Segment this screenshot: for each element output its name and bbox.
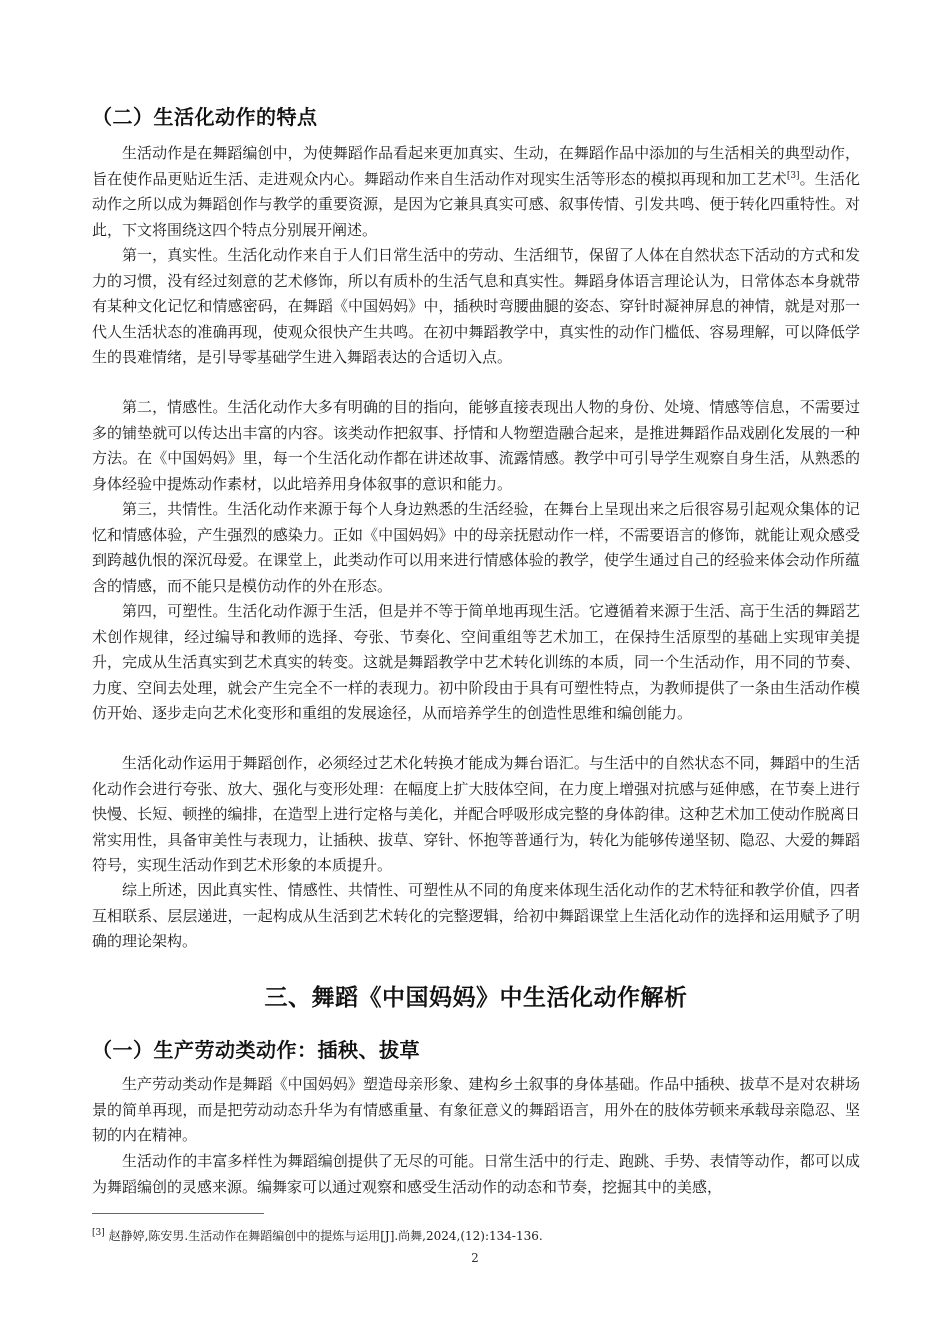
footnote-divider <box>92 1213 264 1214</box>
paragraph-summary: 综上所述，因此真实性、情感性、共情性、可塑性从不同的角度来体现生活化动作的艺术特征和教学价值，四者互相联系、层层递进，一起构成从生活到艺术转化的完整逻辑，给初中舞蹈课堂上生活化动作的选择和运用赋予了明确的理论架构。 <box>92 881 860 950</box>
footnote <box>92 1228 860 1244</box>
paragraph-intro-text-b: 。生活化动作之所以成为舞蹈创作与教学的重要资源，是因为它兼具真实可感、叙事传情、引发共鸣、便于转化四重特性。对此，下文将围绕这四个特点分别展开阐述。 <box>92 169 860 239</box>
paragraph-intro-text-a: 生活动作是在舞蹈编创中，为使舞蹈作品看起来更加真实、生动，在舞蹈作品中添加的与生活相关的典型动作，旨在使作品更贴近生活、走进观众内心。舞蹈动作来自生活动作对现实生活等形态的模拟再现和加工艺术 <box>92 144 860 188</box>
paragraph-life-actions-diversity: 生活动作的丰富多样性为舞蹈编创提供了无尽的可能。日常生活中的行走、跑跳、手势、表情等动作，都可以成为舞蹈编创的灵感来源。编舞家可以通过观察和感受生活动作的动态和节奏，挖掘其中的美感， <box>92 1152 860 1196</box>
section-title-analysis: 三、舞蹈《中国妈妈》中生活化动作解析 <box>264 985 688 1011</box>
page-number: 2 <box>471 1251 479 1265</box>
footnote-text: 赵静婷,陈安男.生活动作在舞蹈编创中的提炼与运用[J].尚舞,2024,(12):134-136. <box>104 1229 543 1243</box>
paragraph-empathy: 第三，共情性。生活化动作来源于每个人身边熟悉的生活经验，在舞台上呈现出来之后很容易引起观众集体的记忆和情感体验，产生强烈的感染力。正如《中国妈妈》中的母亲抚慰动作一样，不需要语言的修饰，就能让观众感受到跨越仇恨的深沉母爱。在课堂上，此类动作可以用来进行情感体验的教学，使学生通过自己的经验来体会动作所蕴含的情感，而不能只是模仿动作的外在形态。 <box>92 500 860 595</box>
paragraph-artistic-transformation: 生活化动作运用于舞蹈创作，必须经过艺术化转换才能成为舞台语汇。与生活中的自然状态不同，舞蹈中的生活化动作会进行夸张、放大、强化与变形处理：在幅度上扩大肢体空间，在力度上增强对抗感与延伸感，在节奏上进行快慢、长短、顿挫的编排，在造型上进行定格与美化，并配合呼吸形成完整的身体韵律。这种艺术加工使动作脱离日常实用性，具备审美性与表现力，让插秧、拔草、穿针、怀抱等普通行为，转化为能够传递坚韧、隐忍、大爱的舞蹈符号，实现生活动作到艺术形象的本质提升。 <box>92 754 860 874</box>
paragraph-labor-actions: 生产劳动类动作是舞蹈《中国妈妈》塑造母亲形象、建构乡土叙事的身体基础。作品中插秧、拔草不是对农耕场景的简单再现，而是把劳动动态升华为有情感重量、有象征意义的舞蹈语言，用外在的肢体劳顿来承载母亲隐忍、坚韧的内在精神。 <box>92 1075 860 1144</box>
paragraph-plasticity: 第四，可塑性。生活化动作源于生活，但是并不等于简单地再现生活。它遵循着来源于生活、高于生活的舞蹈艺术创作规律，经过编导和教师的选择、夸张、节奏化、空间重组等艺术加工，在保持生活原型的基础上实现审美提升，完成从生活真实到艺术真实的转变。这就是舞蹈教学中艺术转化训练的本质，同一个生活动作，用不同的节奏、力度、空间去处理，就会产生完全不一样的表现力。初中阶段由于具有可塑性特点，为教师提供了一条由生活动作模仿开始、逐步走向艺术化变形和重组的发展途径，从而培养学生的创造性思维和编创能力。 <box>92 602 860 722</box>
subsection-heading-labor-actions: （一）生产劳动类动作：插秧、拔草 <box>92 1038 420 1062</box>
footnote-marker: [3] <box>92 1228 105 1238</box>
paragraph-emotionality: 第二，情感性。生活化动作大多有明确的目的指向，能够直接表现出人物的身份、处境、情感等信息，不需要过多的铺垫就可以传达出丰富的内容。该类动作把叙事、抒情和人物塑造融合起来，是推进舞蹈作品戏剧化发展的一种方法。在《中国妈妈》里，每一个生活化动作都在讲述故事、流露情感。教学中可引导学生观察自身生活，从熟悉的身体经验中提炼动作素材，以此培养用身体叙事的意识和能力。 <box>92 398 860 493</box>
paragraph-authenticity: 第一，真实性。生活化动作来自于人们日常生活中的劳动、生活细节，保留了人体在自然状态下活动的方式和发力的习惯，没有经过刻意的艺术修饰，所以有质朴的生活气息和真实性。舞蹈身体语言理论认为，日常体态本身就带有某种文化记忆和情感密码，在舞蹈《中国妈妈》中，插秧时弯腰曲腿的姿态、穿针时凝神屏息的神情，就是对那一代人生活状态的准确再现，使观众很快产生共鸣。在初中舞蹈教学中，真实性的动作门槛低、容易理解，可以降低学生的畏难情绪，是引导零基础学生进入舞蹈表达的合适切入点。 <box>92 246 860 366</box>
subsection-heading-characteristics: （二）生活化动作的特点 <box>92 105 318 129</box>
citation-ref-3[interactable]: [3] <box>786 170 800 181</box>
paragraph-intro <box>92 141 860 243</box>
